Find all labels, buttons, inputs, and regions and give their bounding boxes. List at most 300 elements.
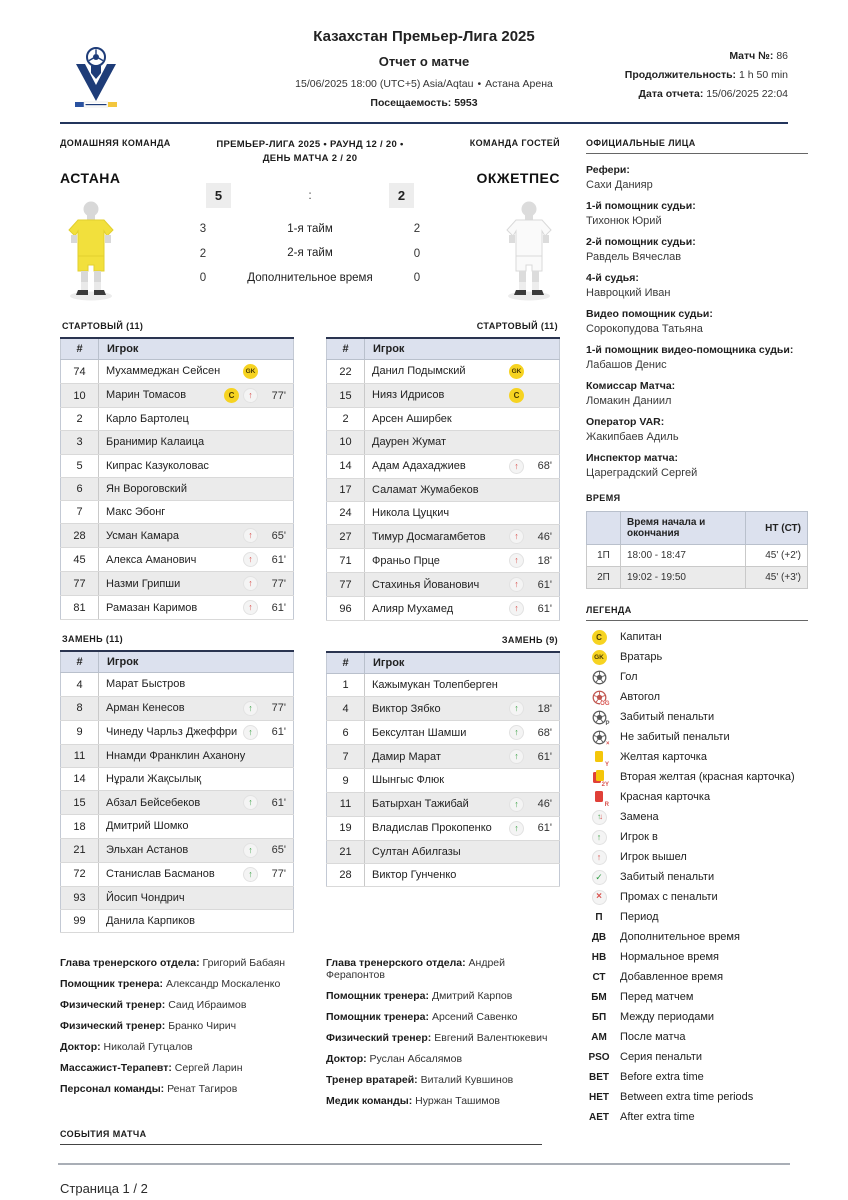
- home-score: 5: [206, 183, 231, 208]
- player-name: Данил Подымский: [372, 365, 466, 378]
- away-kit-figure: [498, 198, 560, 302]
- report-header: [60, 28, 788, 124]
- player-row: [61, 862, 294, 886]
- player-in-icon: ↑: [509, 749, 524, 764]
- time-col-period: [587, 512, 621, 545]
- meta-row: [625, 69, 788, 81]
- staff-row: [60, 1020, 294, 1032]
- player-out-icon: ↑: [509, 601, 524, 616]
- home-starting-table: [60, 337, 294, 620]
- legend-item: [586, 629, 808, 645]
- official-role: Инспектор матча:: [586, 452, 678, 464]
- substitution-minute: 77': [271, 577, 286, 590]
- player-name: Никола Цуцкич: [372, 506, 450, 519]
- staff-row: [60, 1083, 294, 1095]
- player-name: Арман Кенесов: [106, 702, 185, 715]
- player-name: Эльхан Астанов: [106, 844, 189, 857]
- legend-label: Гол: [620, 671, 638, 683]
- player-number: 77: [327, 573, 365, 597]
- period-label: 1-я тайм: [287, 222, 333, 235]
- player-row: [327, 454, 560, 478]
- substitution-minute: 61': [271, 553, 286, 566]
- meta-label: Матч №:: [729, 50, 774, 62]
- officials-list: [586, 164, 808, 479]
- player-row: [327, 573, 560, 597]
- player-column-header: Игрок: [365, 652, 560, 674]
- legend-item: [586, 809, 808, 825]
- player-number: 6: [327, 721, 365, 745]
- player-out-icon: ↑: [509, 577, 524, 592]
- official-item: [586, 380, 808, 407]
- player-name: Макс Эбонг: [106, 506, 166, 519]
- staff-role: Физический тренер:: [60, 1020, 166, 1033]
- legend-item: [586, 749, 808, 768]
- staff-name: Евгений Валентюкевич: [434, 1032, 548, 1045]
- legend-code: БМ: [591, 991, 607, 1003]
- player-number: 17: [327, 478, 365, 501]
- player-number: 7: [327, 745, 365, 769]
- substitution-minute: 65': [271, 529, 286, 542]
- score-separator: :: [308, 188, 312, 202]
- legend-label: Before extra time: [620, 1071, 704, 1083]
- legend-item: [586, 789, 808, 808]
- player-number: 45: [61, 548, 99, 572]
- player-row: [327, 478, 560, 501]
- meta-row: [625, 88, 788, 100]
- substitution-minute: 18': [537, 554, 552, 567]
- penalty-scored-check-icon: ✓: [592, 870, 607, 885]
- report-meta: [625, 50, 788, 107]
- staff-row: [326, 1011, 560, 1023]
- away-team-label: КОМАНДА ГОСТЕЙ: [469, 138, 560, 148]
- player-number: 27: [327, 525, 365, 549]
- away-score: 2: [389, 183, 414, 208]
- player-row: [327, 674, 560, 697]
- player-row: [61, 501, 294, 524]
- player-name: Мухаммеджан Сейсен: [106, 365, 221, 378]
- venue: Астана Арена: [485, 78, 553, 90]
- competition-line: ПРЕМЬЕР-ЛИГА 2025 • РАУНД 12 / 20 • ДЕНЬ МАТЧА 2 / 20: [216, 139, 404, 165]
- final-score: [206, 183, 414, 208]
- substitution-minute: 61': [537, 578, 552, 591]
- legend-label: Красная карточка: [620, 791, 711, 803]
- official-item: [586, 236, 808, 263]
- player-name: Владислав Прокопенко: [372, 822, 492, 835]
- official-role: 1-й помощник судьи:: [586, 200, 696, 212]
- legend-label: Нормальное время: [620, 951, 719, 963]
- substitution-minute: 77': [271, 389, 286, 402]
- official-name: Жакипбаев Адиль: [586, 431, 679, 443]
- player-name: Чинеду Чарльз Джеффри: [106, 726, 238, 739]
- substitution-minute: 68': [537, 460, 552, 473]
- substitution-minute: 61': [271, 726, 286, 739]
- away-subs-label: ЗАМЕНЬ (9): [501, 635, 558, 646]
- time-col-range: Время начала и окончания: [621, 512, 746, 545]
- period-score-row: [190, 271, 430, 287]
- player-number: 15: [327, 384, 365, 408]
- player-out-icon: ↑: [243, 552, 258, 567]
- legend-item: [586, 989, 808, 1005]
- player-name: Йосип Чондрич: [106, 891, 185, 904]
- player-number: 4: [327, 697, 365, 721]
- substitution-minute: 68': [537, 726, 552, 739]
- player-name: Франьо Прце: [372, 554, 440, 567]
- legend-item: [586, 1009, 808, 1025]
- legend-label: Between extra time periods: [620, 1091, 754, 1103]
- substitution-icon: ↑ ↓: [592, 810, 607, 825]
- legend-item: [586, 729, 808, 745]
- meta-row: [625, 50, 788, 62]
- time-ht: 45' (+3'): [746, 567, 808, 589]
- substitution-minute: 77': [271, 702, 286, 715]
- meta-label: Дата отчета:: [638, 88, 704, 100]
- player-number: 28: [61, 524, 99, 548]
- player-in-icon: ↑: [243, 843, 258, 858]
- player-number: 3: [61, 431, 99, 454]
- legend-label: Капитан: [620, 631, 662, 643]
- legend-label: Серия пенальти: [620, 1051, 703, 1063]
- legend-item: [586, 829, 808, 845]
- player-name: Виктор Гунченко: [372, 869, 457, 882]
- player-in-icon: ↑: [243, 701, 258, 716]
- player-out-icon: ↑: [243, 388, 258, 403]
- staff-name: Александр Москаленко: [165, 978, 281, 991]
- official-item: [586, 344, 808, 371]
- red-card-icon: R: [591, 790, 607, 805]
- time-title: ВРЕМЯ: [586, 493, 621, 503]
- attendance: [209, 97, 639, 109]
- legend-label: Вратарь: [620, 651, 663, 663]
- player-name: Саламат Жумабеков: [372, 483, 479, 496]
- substitution-minute: 46': [537, 798, 552, 811]
- player-name: Марат Быстров: [106, 678, 186, 691]
- player-row: [61, 696, 294, 720]
- legend-item: [586, 1089, 808, 1105]
- time-period: 2П: [587, 567, 621, 589]
- period-away-score: 0: [413, 247, 421, 260]
- period-label: 2-я тайм: [287, 247, 333, 260]
- official-role: Комиссар Матча:: [586, 380, 676, 392]
- period-home-score: 3: [199, 223, 207, 236]
- home-team-label: ДОМАШНЯЯ КОМАНДА: [60, 138, 171, 148]
- player-name: Бранимир Калаица: [106, 436, 205, 449]
- legend-item: [586, 709, 808, 725]
- official-name: Лабашов Денис: [586, 359, 667, 371]
- staff-role: Глава тренерского отдела:: [326, 957, 466, 970]
- number-column-header: #: [61, 338, 99, 360]
- captain-icon: C: [224, 388, 239, 403]
- legend-code: БП: [591, 1011, 607, 1023]
- staff-role: Медик команды:: [326, 1095, 413, 1108]
- player-row: [327, 384, 560, 408]
- player-row: [61, 596, 294, 620]
- player-row: [61, 815, 294, 838]
- player-name: Абзал Бейсебеков: [106, 796, 201, 809]
- player-number: 10: [327, 431, 365, 454]
- attendance-label: Посещаемость:: [370, 97, 452, 109]
- player-row: [61, 548, 294, 572]
- away-team-block: [430, 138, 560, 305]
- staff-name: Григорий Бабаян: [202, 957, 286, 970]
- staff-row: [326, 1074, 560, 1086]
- player-row: [61, 408, 294, 431]
- player-row: [61, 838, 294, 862]
- penalty-scored-ball-icon: P: [591, 709, 607, 725]
- officials-title: ОФИЦИАЛЬНЫЕ ЛИЦА: [586, 138, 808, 154]
- report-title: Отчет о матче: [378, 54, 470, 69]
- staff-row: [326, 1095, 560, 1107]
- staff-role: Доктор:: [60, 1041, 101, 1054]
- staff-row: [326, 957, 560, 981]
- staff-row: [326, 1053, 560, 1065]
- player-number: 93: [61, 886, 99, 909]
- player-number: 2: [61, 408, 99, 431]
- player-in-icon: ↑: [243, 867, 258, 882]
- captain-icon: C: [509, 388, 524, 403]
- player-number: 21: [327, 840, 365, 863]
- legend-label: Забитый пенальти: [620, 711, 715, 723]
- player-number: 81: [61, 596, 99, 620]
- player-number: 24: [327, 501, 365, 524]
- player-number: 21: [61, 838, 99, 862]
- player-row: [327, 697, 560, 721]
- player-row: [327, 769, 560, 792]
- player-row: [61, 744, 294, 767]
- player-name: Ян Вороговский: [106, 482, 187, 495]
- own-goal-icon: OG: [591, 689, 607, 705]
- legend-label: Не забитый пенальти: [620, 731, 730, 743]
- player-number: 74: [61, 360, 99, 384]
- home-lineup-column: [60, 321, 294, 933]
- period-away-score: 0: [413, 272, 421, 285]
- player-number: 11: [61, 744, 99, 767]
- player-row: [327, 431, 560, 454]
- time-range: 18:00 - 18:47: [621, 545, 746, 567]
- staff-name: Виталий Кувшинов: [420, 1074, 514, 1087]
- sidebar: [586, 138, 808, 1129]
- table-header-row: [61, 338, 294, 360]
- score-block: [190, 138, 430, 305]
- legend-label: Автогол: [620, 691, 661, 703]
- staff-role: Помощник тренера:: [326, 990, 430, 1003]
- meta-label: Продолжительность:: [624, 69, 737, 81]
- events-section: [60, 1129, 788, 1145]
- meta-value: 86: [776, 50, 788, 62]
- player-name: Станислав Басманов: [106, 868, 215, 881]
- meta-value: 1 h 50 min: [738, 69, 788, 81]
- staff-section: [60, 957, 560, 1116]
- player-name: Данила Карпиков: [106, 914, 196, 927]
- player-row: [327, 408, 560, 431]
- legend-code: PSO: [588, 1051, 610, 1063]
- substitution-minute: 77': [271, 868, 286, 881]
- player-in-icon: ↑: [509, 725, 524, 740]
- staff-role: Тренер вратарей:: [326, 1074, 418, 1087]
- player-number: 71: [327, 549, 365, 573]
- legend-item: [586, 969, 808, 985]
- player-row: [61, 791, 294, 815]
- player-out-icon: ↑: [243, 576, 258, 591]
- legend-item: [586, 1069, 808, 1085]
- player-number: 77: [61, 572, 99, 596]
- player-number: 8: [61, 696, 99, 720]
- legend-item: [586, 909, 808, 925]
- legend-item: [586, 769, 808, 788]
- away-starting-table: [326, 337, 560, 621]
- legend-item: [586, 869, 808, 885]
- player-number: 72: [61, 862, 99, 886]
- player-column-header: Игрок: [99, 338, 294, 360]
- away-lineup-column: [326, 321, 560, 933]
- goalkeeper-icon: GK: [592, 650, 607, 665]
- second-yellow-card-icon: 2Y: [591, 770, 607, 785]
- player-name: Виктор Зябко: [372, 702, 441, 715]
- player-out-icon: ↑: [509, 553, 524, 568]
- meta-value: 15/06/2025 22:04: [706, 88, 788, 100]
- staff-row: [326, 1032, 560, 1044]
- player-name: Стахинья Йованович: [372, 578, 480, 591]
- legend-item: [586, 689, 808, 705]
- match-datetime-venue: [209, 78, 639, 90]
- legend-item: [586, 849, 808, 865]
- substitution-minute: 61': [271, 796, 286, 809]
- player-row: [61, 431, 294, 454]
- period-home-score: 0: [199, 272, 207, 285]
- player-out-icon: ↑: [592, 850, 607, 865]
- player-name: Карло Бартолец: [106, 413, 189, 425]
- staff-name: Николай Гутцалов: [103, 1041, 193, 1054]
- legend-label: Промах с пенальти: [620, 891, 718, 903]
- goalkeeper-icon: GK: [243, 364, 258, 379]
- staff-name: Андрей Ферапонтов: [326, 957, 506, 982]
- separator-dot: •: [477, 78, 482, 90]
- substitution-minute: 18': [537, 702, 552, 715]
- player-name: Нұрали Жақсылық: [106, 773, 202, 786]
- player-number: 9: [61, 720, 99, 744]
- player-row: [327, 864, 560, 887]
- lineups: [60, 321, 560, 933]
- player-in-icon: ↑: [509, 821, 524, 836]
- away-team-name: ОКЖЕТПЕС: [476, 170, 560, 186]
- player-number: 96: [327, 597, 365, 621]
- player-number: 11: [327, 792, 365, 816]
- player-name: Алекса Аманович: [106, 553, 197, 566]
- time-period: 1П: [587, 545, 621, 567]
- player-name: Ннамди Франклин Аханону: [106, 749, 246, 762]
- staff-name: Бранко Чирич: [168, 1020, 237, 1033]
- staff-row: [326, 990, 560, 1002]
- official-item: [586, 416, 808, 443]
- official-role: Видео помощник судьи:: [586, 308, 713, 320]
- player-row: [61, 572, 294, 596]
- legend-label: Игрок в: [620, 831, 658, 843]
- away-starting-label: СТАРТОВЫЙ (11): [476, 321, 558, 331]
- legend-item: [586, 649, 808, 665]
- home-subs-label: ЗАМЕНЬ (11): [62, 634, 124, 645]
- period-score-row: [190, 246, 430, 262]
- period-score-row: [190, 222, 430, 238]
- substitution-minute: 61': [537, 750, 552, 763]
- away-staff-list: [326, 957, 560, 1116]
- penalty-missed-cross-icon: ×: [592, 890, 607, 905]
- player-name: Рамазан Каримов: [106, 601, 198, 614]
- legend-label: Период: [620, 911, 659, 923]
- period-scores: [190, 222, 430, 287]
- home-starting-label: СТАРТОВЫЙ (11): [62, 321, 144, 331]
- staff-role: Помощник тренера:: [326, 1011, 430, 1024]
- home-team-name: АСТАНА: [60, 170, 121, 186]
- legend-item: [586, 1109, 808, 1125]
- table-header-row: [327, 652, 560, 674]
- penalty-missed-ball-icon: ×: [591, 729, 607, 745]
- player-number: 14: [61, 768, 99, 791]
- player-name: Назми Грипши: [106, 577, 181, 590]
- legend-code: СТ: [592, 971, 606, 983]
- legend-item: [586, 889, 808, 905]
- legend-label: Добавленное время: [620, 971, 724, 983]
- legend-label: Игрок вышел: [620, 851, 687, 863]
- player-number: 18: [61, 815, 99, 838]
- legend-label: Желтая карточка: [620, 751, 707, 763]
- number-column-header: #: [327, 338, 365, 360]
- staff-name: Сергей Ларин: [174, 1062, 243, 1075]
- time-header-row: [587, 512, 808, 545]
- officials-section: [586, 138, 808, 479]
- legend-code: BET: [589, 1071, 609, 1083]
- player-number: 10: [61, 384, 99, 408]
- official-name: Навроцкий Иван: [586, 287, 671, 299]
- player-number: 4: [61, 673, 99, 696]
- player-row: [327, 549, 560, 573]
- staff-row: [60, 957, 294, 969]
- player-row: [61, 909, 294, 932]
- substitution-minute: 46': [537, 530, 552, 543]
- staff-name: Арсений Савенко: [431, 1011, 518, 1024]
- home-staff-list: [60, 957, 294, 1116]
- player-row: [61, 768, 294, 791]
- legend-label: After extra time: [620, 1111, 695, 1123]
- player-name: Бексултан Шамши: [372, 726, 467, 739]
- player-name: Арсен Аширбек: [372, 413, 452, 425]
- player-name: Марин Томасов: [106, 389, 187, 402]
- player-row: [61, 454, 294, 477]
- home-subs-table: [60, 650, 294, 933]
- staff-role: Физический тренер:: [60, 999, 166, 1012]
- legend-section: [586, 605, 808, 1125]
- player-row: [61, 384, 294, 408]
- legend-label: Забитый пенальти: [620, 871, 715, 883]
- official-role: Рефери:: [586, 164, 630, 176]
- player-in-icon: ↑: [509, 701, 524, 716]
- substitution-minute: 61': [537, 822, 552, 835]
- legend-label: Вторая желтая (красная карточка): [620, 771, 795, 783]
- player-row: [61, 720, 294, 744]
- player-number: 99: [61, 909, 99, 932]
- period-label: Дополнительное время: [247, 271, 373, 284]
- official-item: [586, 452, 808, 479]
- player-in-icon: ↑: [509, 797, 524, 812]
- time-row: [587, 567, 808, 589]
- staff-role: Физический тренер:: [326, 1032, 432, 1045]
- player-row: [327, 745, 560, 769]
- legend-label: Между периодами: [620, 1011, 715, 1023]
- table-header-row: [61, 651, 294, 673]
- player-name: Султан Абилгазы: [372, 845, 461, 858]
- attendance-value: 5953: [454, 97, 478, 109]
- player-number: 15: [61, 791, 99, 815]
- league-crest-icon: [72, 46, 120, 110]
- staff-name: Дмитрий Карпов: [431, 990, 513, 1003]
